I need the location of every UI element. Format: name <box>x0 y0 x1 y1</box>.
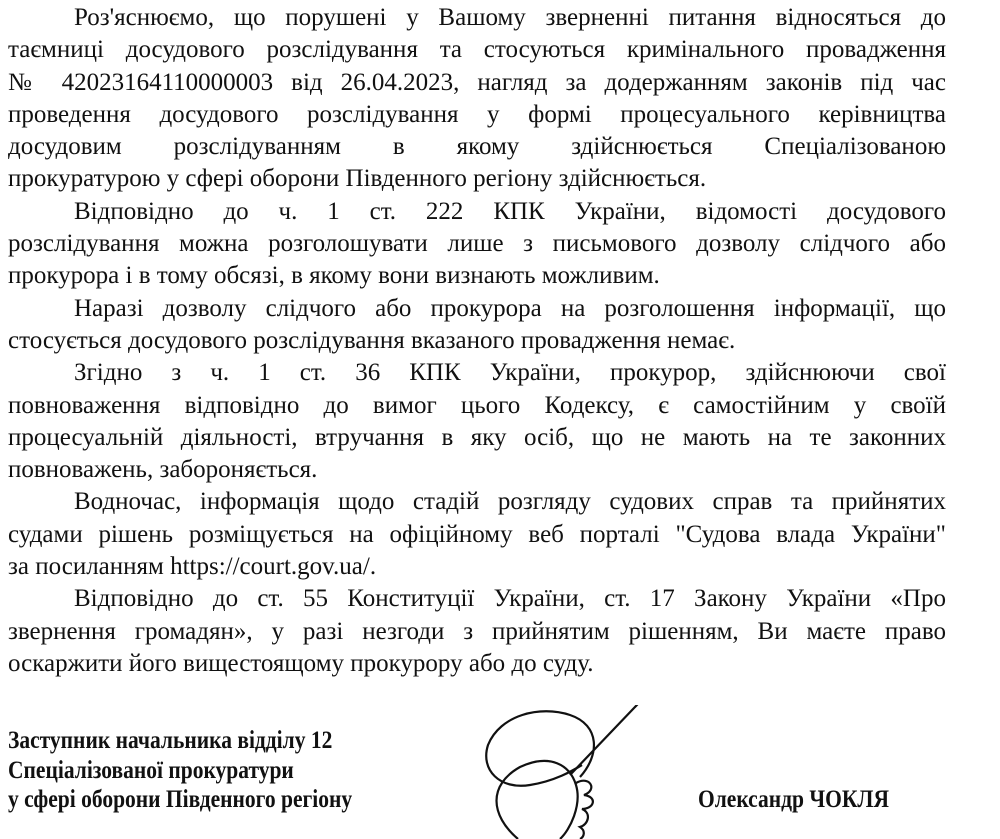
handwritten-signature-icon <box>460 705 690 839</box>
text-line: повноважень, забороняється. <box>8 456 318 484</box>
paragraph <box>8 196 946 293</box>
paragraph <box>8 2 946 196</box>
position-line: Заступник начальника відділу 12 <box>8 727 333 754</box>
text-line: Роз'яснюємо, що порушені у Вашому зверненні питання відносяться до <box>74 4 946 31</box>
text-line: Відповідно до ст. 55 Конституції України, ст. 17 Закону України «Про <box>74 585 946 613</box>
text-line: за посиланням https://court.gov.ua/. <box>8 553 377 581</box>
text-line: розслідування можна розголошувати лише з письмового дозволу слідчого або <box>8 230 946 258</box>
text-line: Водночас, інформація щодо стадій розгляду судових справ та прийнятих <box>74 488 946 516</box>
text-line: проведення досудового розслідування у формі процесуального керівництва <box>8 100 946 128</box>
text-line: процесуальній діяльності, втручання в яку осіб, що не мають на те законних <box>8 423 946 451</box>
paragraph <box>8 486 946 583</box>
position-line: у сфері оборони Південного регіону <box>8 786 353 813</box>
text-line: таємниці досудового розслідування та стосуються кримінального провадження <box>8 36 946 64</box>
signatory-position <box>8 726 352 815</box>
text-line: Згідно з ч. 1 ст. 36 КПК України, прокурор, здійснюючи свої <box>74 359 946 387</box>
position-line: Спеціалізованої прокуратури <box>8 756 294 784</box>
paragraph <box>8 583 946 680</box>
text-line: Наразі дозволу слідчого або прокурора на розголошення інформації, що <box>74 294 946 322</box>
letter-body <box>8 2 946 680</box>
text-line: № 42023164110000003 від 26.04.2023, нагляд за додержанням законів під час <box>8 68 946 96</box>
text-line: досудовим розслідуванням в якому здійснюється Спеціалізованою <box>8 133 946 161</box>
text-line: прокуратурою у сфері оборони Південного регіону здійснюється. <box>8 165 707 193</box>
text-line: повноваження відповідно до вимог цього Кодексу, є самостійним у своїй <box>8 391 946 419</box>
signatory-name: Олександр ЧОКЛЯ <box>698 786 889 813</box>
text-line: стосується досудового розслідування вказаного провадження немає. <box>8 326 736 354</box>
text-line: звернення громадян», у разі незгоди з прийнятим рішенням, Ви маєте право <box>8 617 946 645</box>
paragraph <box>8 293 946 358</box>
paragraph <box>8 357 946 486</box>
text-line: Відповідно до ч. 1 ст. 222 КПК України, відомості досудового <box>74 197 946 225</box>
text-line: судами рішень розміщується на офіційному веб порталі "Судова влада України" <box>8 520 946 548</box>
text-line: прокурора і в тому обсязі, в якому вони визнають можливим. <box>8 262 660 290</box>
text-line: оскаржити його вищестоящому прокурору або до суду. <box>8 649 594 677</box>
